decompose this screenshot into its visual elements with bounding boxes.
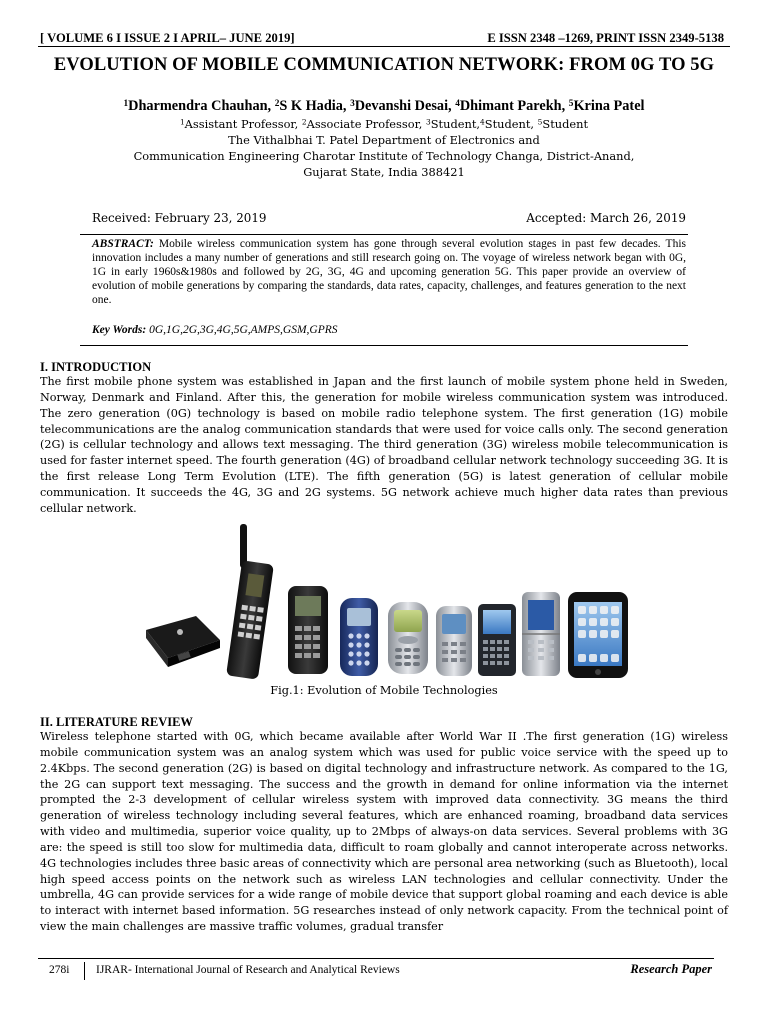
- keywords-label: Key Words:: [92, 324, 147, 336]
- role-1-text: Assistant Professor,: [184, 117, 302, 131]
- role-2-text: Associate Professor,: [306, 117, 427, 131]
- affiliation-line-2: Communication Engineering Charotar Institute of Technology Changa, District-Anand,: [133, 149, 635, 163]
- author-2-name: S K Hadia,: [279, 98, 351, 114]
- author-1-name: Dharmendra Chauhan,: [128, 98, 275, 114]
- role-5-number: 5: [537, 117, 543, 127]
- author-list: [0, 98, 768, 115]
- mobile-evolution-figure: [138, 522, 638, 682]
- touchscreen-smartphone: [568, 592, 628, 678]
- author-5-name: Krina Patel: [573, 98, 645, 114]
- accepted-date: Accepted: March 26, 2019: [526, 211, 686, 225]
- running-header-left: [ VOLUME 6 I ISSUE 2 I APRIL– JUNE 2019]: [40, 31, 295, 45]
- car-phone-0g: [146, 616, 220, 667]
- footer-rule: [38, 958, 714, 959]
- literature-review-paragraph: Wireless telephone started with 0G, which became available after World War II .The first generation (1G) wireless mobile communication system was an analog system which was used for public voice service with the speed up to 2.4Kbps. The second generation (2G) is based on digital technology and infrastructure network. As compared to the 1G, the 2G can support text messaging. The success and the growth in demand for online information via the internet prompted the 2-3 development of cellular wireless system with improved data connectivity. 3G means the third generation of wireless technology including several features, which are enhanced roaming, broadband data services with video and multimedia, superior voice quality, up to 2Mbps of always-on data services. Several problems with 3G are: the speed is still too slow for multimedia data, difficult to roam globally and cannot interoperate across networks. 4G technologies includes three basic areas of connectivity which are personal area networking (such as Bluetooth), local high speed access points on the network such as wireless LAN technologies and cellular connectivity. Under the umbrella, 4G can provide services for a wide range of mobile device that support global roaming and each device is able to interact with internet based information. 5G researches instead of only network capacity. From the technical point of view the main challenges are massive traffic volumes, gradual transfer: [40, 730, 728, 934]
- role-5-text: Student: [542, 117, 589, 131]
- footer-separator: [84, 962, 85, 980]
- author-5-number: 5: [568, 98, 574, 109]
- running-header-right: E ISSN 2348 –1269, PRINT ISSN 2349-5138: [487, 31, 724, 45]
- role-4-number: 4: [480, 117, 485, 127]
- keyboard-smartphone: [478, 604, 516, 676]
- abstract-text: Mobile wireless communication system has gone through several evolution stages in past few decades. This innovation includes a many number of generations and still research going on. The voyage of wireless network began with 0G, 1G in early 1960s&1980s and followed by 2G, 3G, 4G and upcoming generation 5G. This paper provide an overview of evolution of mobile generations by comparing the standards, data rates, capacity, challenges, and features generation to the next one.: [92, 238, 686, 307]
- header-rule: [38, 46, 730, 47]
- role-3-text: Student,: [430, 117, 481, 131]
- role-2-number: 2: [301, 117, 307, 127]
- author-3-name: Devanshi Desai,: [354, 98, 456, 114]
- author-4-number: 4: [455, 98, 460, 109]
- blue-phone: [340, 598, 378, 676]
- role-4-text: Student,: [484, 117, 538, 131]
- section-heading-literature-review: II. LITERATURE REVIEW: [40, 715, 193, 729]
- page-number: 278i: [49, 964, 70, 976]
- affiliation-line-1: The Vithalbhai T. Patel Department of Electronics and: [228, 133, 540, 147]
- abstract-bottom-rule: [80, 345, 688, 346]
- affiliation-line-3: Gujarat State, India 388421: [303, 165, 465, 179]
- figure-caption: Fig.1: Evolution of Mobile Technologies: [270, 684, 498, 697]
- abstract-label: ABSTRACT:: [92, 238, 154, 250]
- abstract: [92, 237, 686, 307]
- author-2-number: 2: [274, 98, 280, 109]
- author-4-name: Dhimant Parekh,: [459, 98, 569, 114]
- author-roles: [0, 117, 768, 131]
- abstract-top-rule: [80, 234, 688, 235]
- section-heading-introduction: I. INTRODUCTION: [40, 360, 152, 374]
- received-date: Received: February 23, 2019: [92, 211, 267, 225]
- keywords-text: 0G,1G,2G,3G,4G,5G,AMPS,GSM,GPRS: [146, 324, 338, 336]
- grey-classic-phone: [388, 602, 428, 674]
- role-1-number: 1: [179, 117, 185, 127]
- author-3-number: 3: [350, 98, 355, 109]
- silver-compact-phone: [436, 606, 472, 676]
- journal-name: IJRAR- International Journal of Research and Analytical Reviews: [96, 964, 400, 976]
- flip-phone: [522, 592, 560, 676]
- brick-phone-1g: [226, 524, 274, 680]
- candybar-phone-2g: [288, 586, 328, 674]
- author-1-number: 1: [123, 98, 129, 109]
- role-3-number: 3: [426, 117, 431, 127]
- keywords: [92, 324, 338, 336]
- introduction-paragraph: The first mobile phone system was established in Japan and the first launch of mobile system phone held in Sweden, Norway, Denmark and Finland. After this, the generation for mobile wireless communication system was introduced. The zero generation (0G) technology is based on mobile radio telephone system. The first generation (1G) mobile telecommunications are the analog communication standards that were used for voice calls only. The second generation (2G) is cellular technology and allows text messaging. The third generation (3G) wireless mobile telecommunication is used for faster internet speed. The fourth generation (4G) of broadband cellular network technology succeeding 3G. It is the first release Long Term Evolution (LTE). The fifth generation (5G) is latest generation of cellular mobile communication. It succeeds the 4G, 3G and 2G systems. 5G network achieve much higher data rates than previous cellular network.: [40, 375, 728, 515]
- paper-type-label: Research Paper: [630, 962, 712, 976]
- paper-title: EVOLUTION OF MOBILE COMMUNICATION NETWORK: FROM 0G TO 5G: [53, 55, 715, 75]
